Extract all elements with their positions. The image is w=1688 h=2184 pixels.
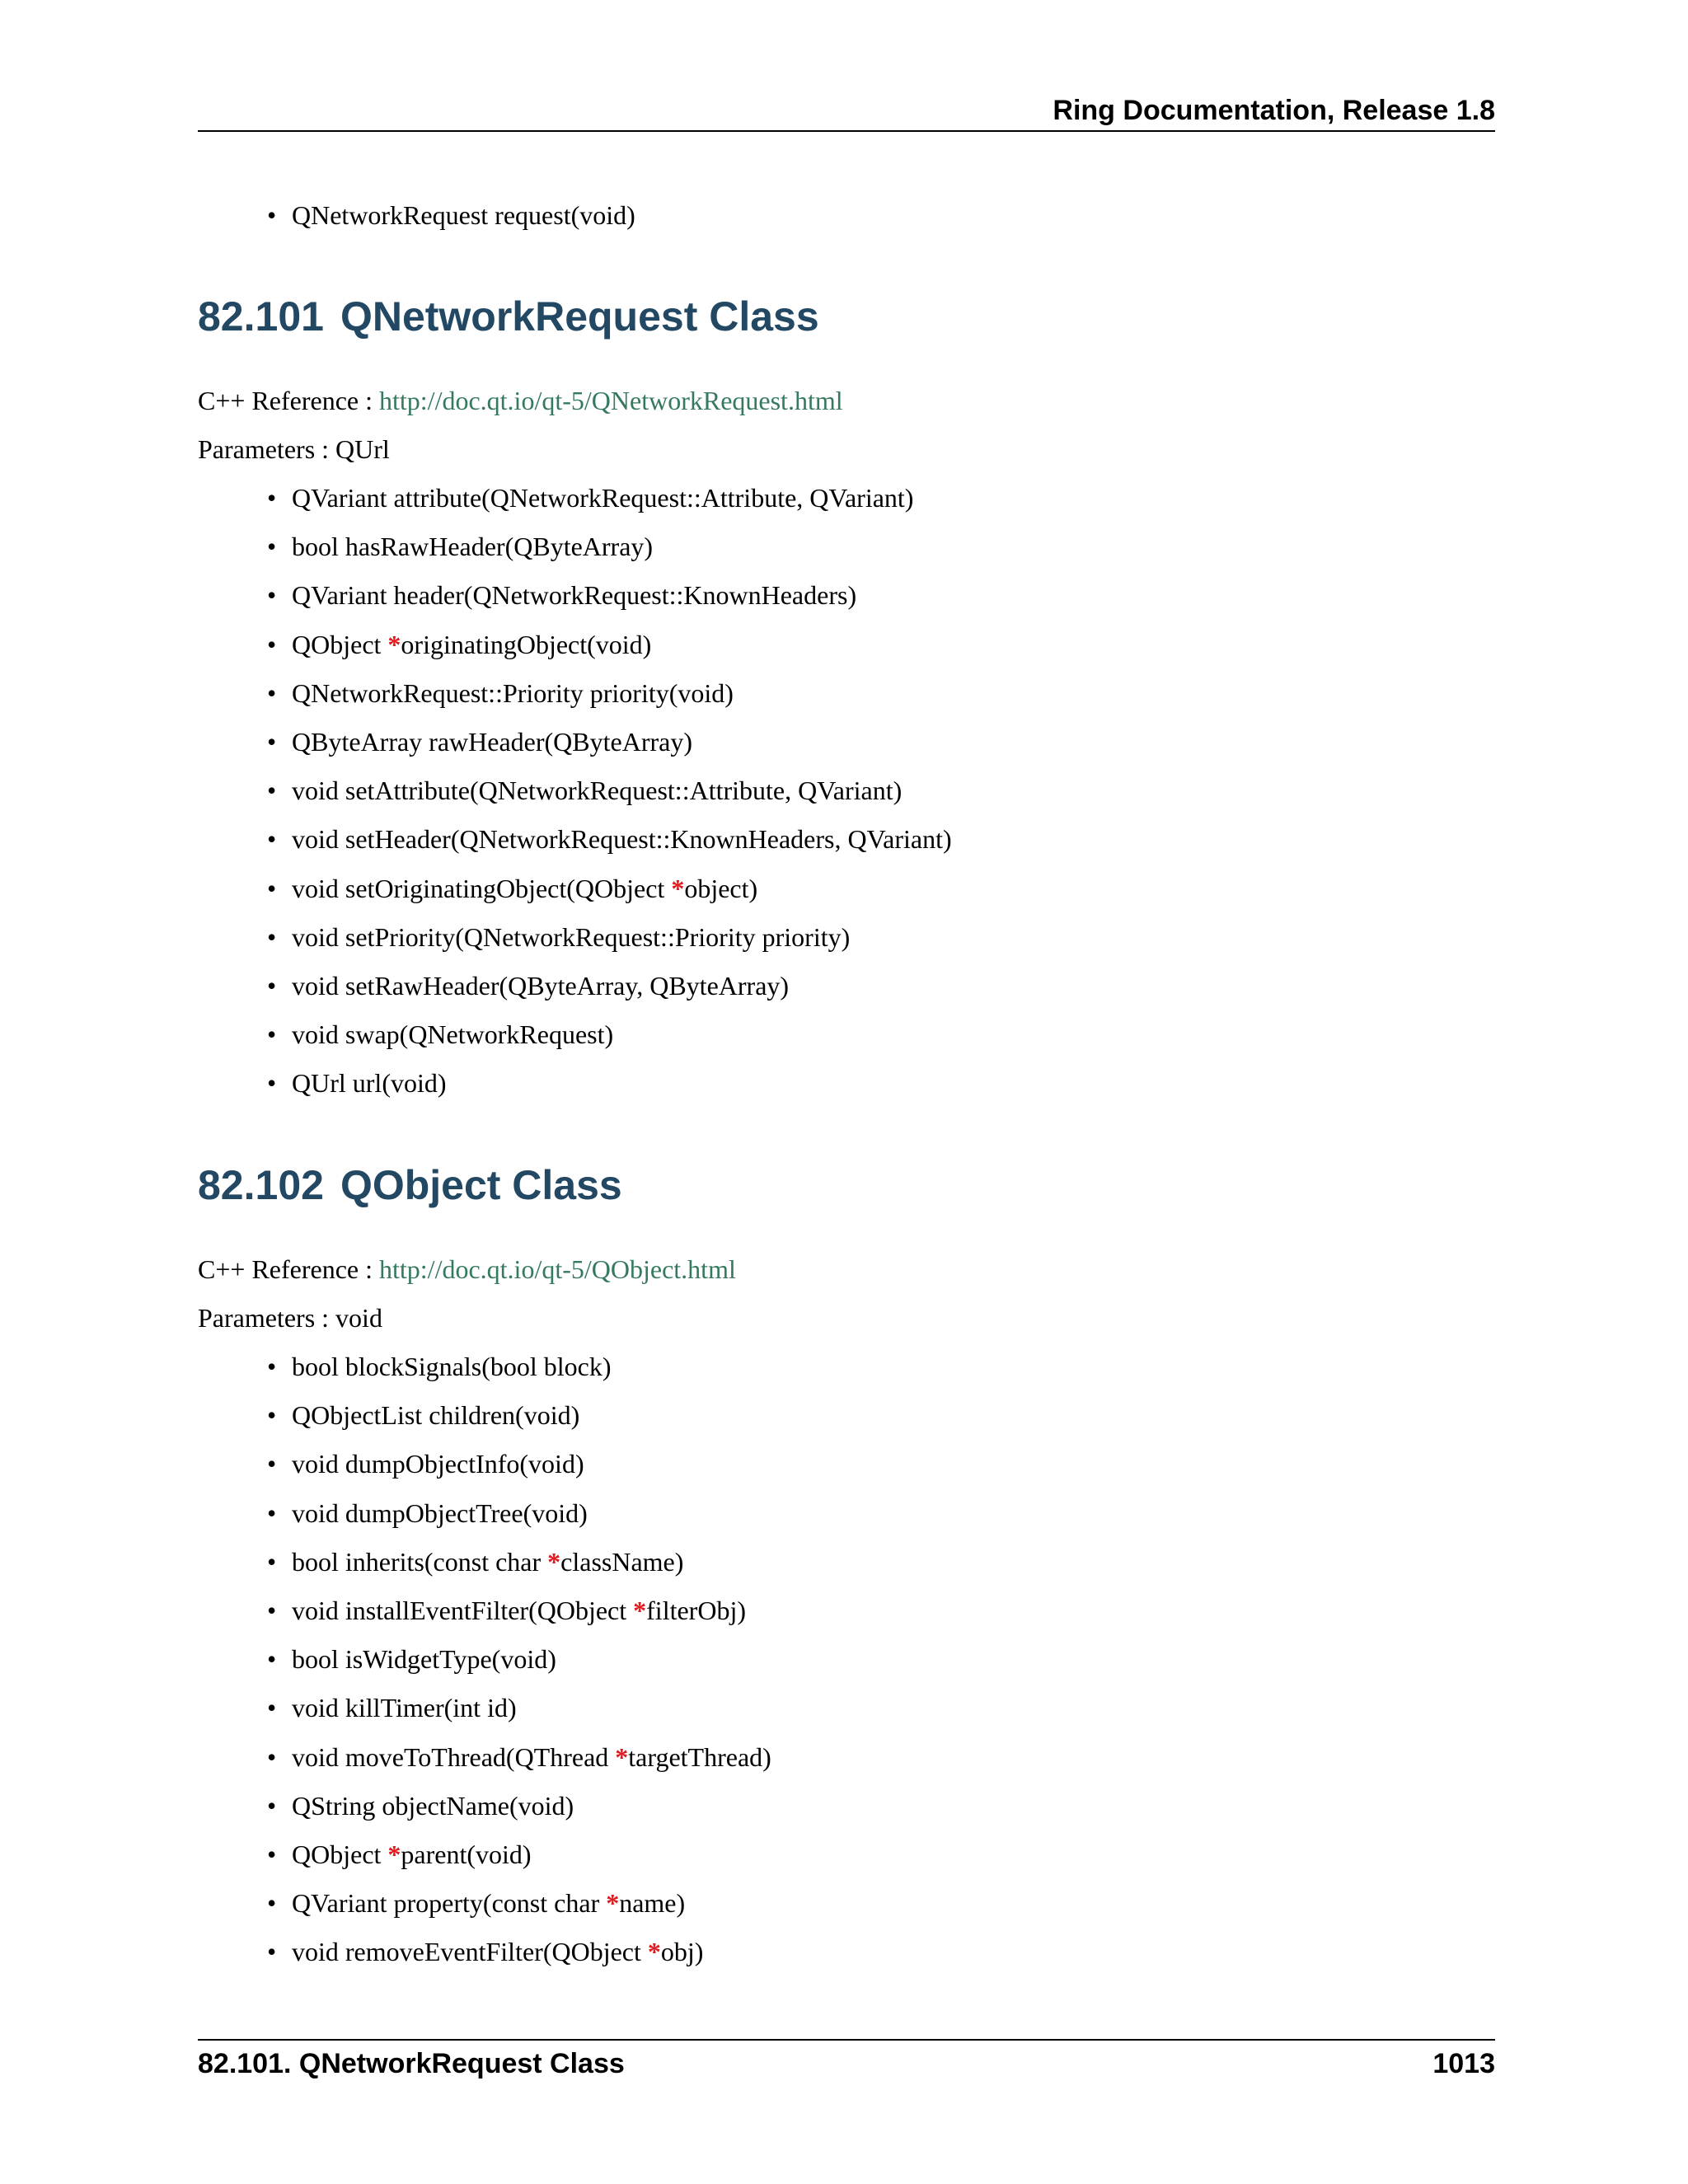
bullet: •	[267, 971, 277, 1001]
method-item	[267, 823, 952, 855]
method-text: QVariant attribute(QNetworkRequest::Attribute, QVariant)	[292, 483, 914, 513]
method-item	[267, 872, 757, 905]
method-text: void moveToThread(QThread	[292, 1741, 616, 1772]
method-text: filterObj)	[646, 1596, 746, 1625]
method-item	[267, 1350, 612, 1383]
reference-link[interactable]: http://doc.qt.io/qt-5/QNetworkRequest.html	[379, 386, 843, 415]
method-text: QUrl url(void)	[292, 1068, 447, 1099]
method-text: void setOriginatingObject(QObject	[292, 873, 672, 903]
document-page	[198, 0, 1495, 2184]
bullet: •	[267, 824, 277, 855]
method-text: QObject	[292, 629, 388, 659]
method-item	[267, 1643, 556, 1675]
method-item	[267, 1399, 579, 1432]
method-item	[267, 1691, 517, 1724]
method-text: void installEventFilter(QObject	[292, 1596, 634, 1625]
reference-link[interactable]: http://doc.qt.io/qt-5/QObject.html	[379, 1254, 736, 1284]
pointer-star: *	[671, 873, 685, 903]
method-text: bool hasRawHeader(QByteArray)	[292, 532, 654, 562]
method-text: bool isWidgetType(void)	[292, 1644, 556, 1675]
method-text: void dumpObjectInfo(void)	[292, 1449, 584, 1479]
bullet: •	[267, 580, 277, 611]
bullet: •	[267, 1840, 277, 1869]
method-text: className)	[560, 1546, 684, 1577]
bullet: •	[267, 200, 277, 230]
footer-rule	[198, 2039, 1495, 2041]
method-item	[267, 677, 734, 710]
method-text: QByteArray rawHeader(QByteArray)	[292, 727, 692, 757]
method-text: bool blockSignals(bool block)	[292, 1352, 612, 1381]
method-text: void swap(QNetworkRequest)	[292, 1019, 614, 1050]
method-text: void removeEventFilter(QObject	[292, 1937, 648, 1967]
pointer-star: *	[647, 1937, 661, 1967]
method-text: obj)	[660, 1937, 704, 1967]
method-item	[267, 481, 913, 514]
method-item	[267, 1594, 746, 1627]
method-text: QObject	[292, 1840, 388, 1869]
method-text: QNetworkRequest::Priority priority(void)	[292, 677, 734, 708]
bullet: •	[267, 1790, 277, 1821]
method-text: originatingObject(void)	[401, 629, 652, 659]
method-text: targetThread)	[628, 1741, 771, 1772]
method-text: QObjectList children(void)	[292, 1400, 580, 1431]
bullet: •	[267, 921, 277, 952]
method-item	[267, 725, 692, 758]
method-item	[267, 1741, 771, 1774]
pointer-star: *	[606, 1888, 620, 1919]
bullet: •	[267, 1400, 277, 1431]
section-number: 82.102	[198, 1162, 324, 1208]
method-text: void dumpObjectTree(void)	[292, 1497, 588, 1528]
bullet: •	[267, 629, 277, 659]
method-text: void setHeader(QNetworkRequest::KnownHeaders, QVariant)	[292, 824, 952, 855]
method-text: void setPriority(QNetworkRequest::Priority priority)	[292, 921, 851, 952]
method-item	[267, 1935, 703, 1968]
bullet: •	[267, 1497, 277, 1528]
method-text: void setRawHeader(QByteArray, QByteArray)	[292, 971, 790, 1001]
method-item	[267, 1886, 685, 1919]
method-item	[267, 530, 653, 563]
bullet: •	[267, 776, 277, 806]
bullet: •	[267, 1449, 277, 1479]
bullet: •	[267, 1937, 277, 1967]
bullet: •	[267, 1888, 277, 1919]
page-number: 1013	[1432, 2048, 1495, 2079]
method-item	[267, 628, 651, 661]
method-item	[267, 579, 856, 612]
pointer-star: *	[387, 629, 401, 659]
method-text: void killTimer(int id)	[292, 1693, 517, 1723]
cpp-reference: C++ Reference : http://doc.qt.io/qt-5/QNetworkRequest.html	[198, 386, 843, 415]
method-text: QVariant header(QNetworkRequest::KnownHeaders)	[292, 580, 857, 611]
method-text: QString objectName(void)	[292, 1790, 574, 1821]
header-rule	[198, 130, 1495, 132]
method-item	[267, 1789, 574, 1822]
method-item	[267, 1447, 584, 1480]
footer-section: 82.101. QNetworkRequest Class	[198, 2048, 625, 2079]
parameters-line: Parameters : void	[198, 1303, 382, 1333]
bullet: •	[267, 727, 277, 757]
section-heading-qobject	[198, 1160, 622, 1210]
bullet: •	[267, 1019, 277, 1050]
method-item	[267, 774, 902, 807]
bullet: •	[267, 1068, 277, 1099]
pointer-star: *	[387, 1840, 401, 1869]
method-item	[267, 1018, 613, 1051]
section-heading-qnetworkrequest	[198, 292, 819, 341]
bullet: •	[267, 532, 277, 562]
parameters-line: Parameters : QUrl	[198, 434, 390, 464]
section-number: 82.101	[198, 293, 324, 340]
method-item	[267, 969, 789, 1002]
bullet: •	[267, 1644, 277, 1675]
bullet: •	[267, 483, 277, 513]
bullet: •	[267, 1693, 277, 1723]
method-text: QVariant property(const char	[292, 1888, 607, 1919]
pointer-star: *	[633, 1596, 647, 1625]
method-item	[267, 1838, 532, 1871]
bullet: •	[267, 1741, 277, 1772]
method-text: void setAttribute(QNetworkRequest::Attribute, QVariant)	[292, 776, 903, 806]
cpp-reference: C++ Reference : http://doc.qt.io/qt-5/QObject.html	[198, 1254, 736, 1284]
method-text: bool inherits(const char	[292, 1546, 548, 1577]
method-text: object)	[684, 873, 758, 903]
method-item	[267, 921, 850, 954]
method-item	[267, 1545, 683, 1578]
bullet: •	[267, 1596, 277, 1625]
bullet: •	[267, 677, 277, 708]
pointer-star: *	[615, 1741, 629, 1772]
method-text: parent(void)	[401, 1840, 532, 1869]
running-header: Ring Documentation, Release 1.8	[1053, 95, 1495, 126]
list-item: • QNetworkRequest request(void)	[267, 200, 635, 230]
pointer-star: *	[547, 1546, 561, 1577]
method-text: name)	[619, 1888, 686, 1919]
section-title: QObject Class	[340, 1162, 622, 1208]
bullet: •	[267, 1352, 277, 1381]
bullet: •	[267, 1546, 277, 1577]
bullet: •	[267, 873, 277, 903]
method-item	[267, 1066, 447, 1099]
section-title: QNetworkRequest Class	[340, 293, 819, 340]
method-item	[267, 1497, 588, 1530]
